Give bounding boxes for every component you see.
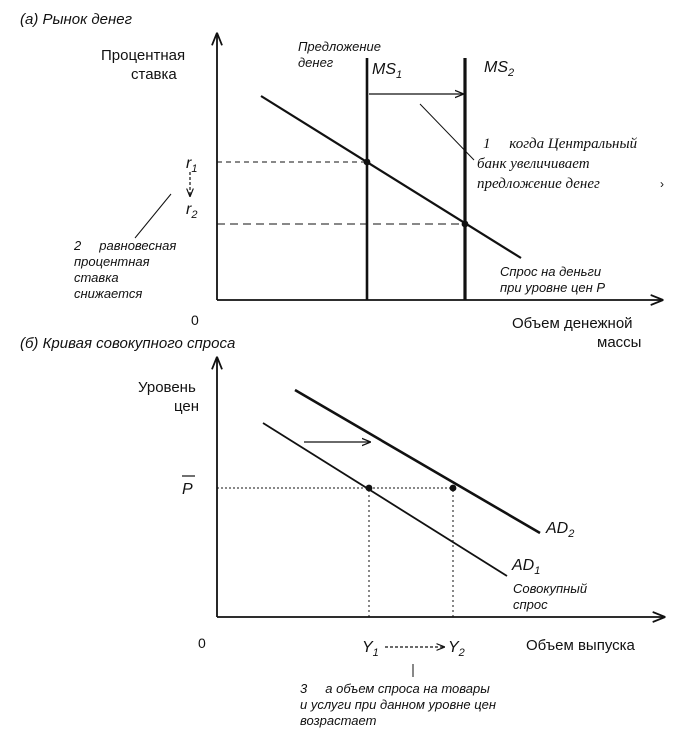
- panel-a-y-label-line1: Процентная: [101, 47, 186, 64]
- note2-line1: 2 равновесная: [74, 238, 177, 253]
- y2-label: $Y_2$: [448, 639, 465, 659]
- panel-a-x-label-line2: массы: [597, 334, 642, 351]
- panel-a-y-label-line2: ставка: [131, 66, 177, 83]
- ad1-label: $AD_1$: [512, 557, 541, 577]
- ad1-caption-line1: Совокупный: [513, 581, 588, 596]
- r2-label: $r_2$: [186, 201, 198, 221]
- panel-a-x-label-line1: Объем денежной: [512, 315, 633, 332]
- supply-caption-line2: денег: [298, 55, 334, 70]
- equilibrium-point-2: [462, 221, 469, 228]
- y1-label: $Y_1$: [362, 639, 379, 659]
- ms1-label: $MS_1$: [372, 61, 403, 81]
- note2-line4: снижается: [74, 286, 143, 301]
- note2-line2: процентная: [74, 254, 150, 269]
- note1-line2: банк увеличивает: [477, 156, 590, 172]
- ad2-curve: [295, 390, 540, 533]
- demand-label-line2: при уровне цен P: [500, 280, 606, 295]
- ad1-caption-line2: спрос: [513, 597, 548, 612]
- panel-b-title: (б) Кривая совокупного спроса: [20, 335, 236, 352]
- stray-mark: ›: [660, 177, 664, 191]
- note3-line1: 3 а объем спроса на товары: [300, 681, 490, 696]
- panel-b-x-label: Объем выпуска: [526, 637, 635, 654]
- note2-line3: ставка: [74, 270, 119, 285]
- demand-label-line1: Спрос на деньги: [500, 264, 602, 279]
- supply-caption-line1: Предложение: [298, 39, 381, 54]
- ad1-curve: [263, 423, 507, 576]
- ad2-label: $AD_2$: [546, 520, 575, 540]
- panel-a-title: (a) Рынок денег: [20, 11, 133, 28]
- note3-line3: возрастает: [300, 713, 377, 728]
- panel-b-y-label-line2: цен: [174, 398, 200, 415]
- panel-b-origin: 0: [198, 635, 206, 651]
- note1-line1: 1 когда Центральный: [483, 136, 638, 152]
- note2-leader: [135, 194, 171, 238]
- panel-a-origin: 0: [191, 312, 199, 328]
- note1-line3: предложение денег: [477, 176, 600, 192]
- p-bar-label: P: [182, 481, 193, 498]
- note3-line2: и услуги при данном уровне цен: [300, 697, 497, 712]
- panel-b-y-label-line1: Уровень: [138, 379, 196, 396]
- r1-label: $r_1$: [186, 155, 198, 175]
- ms2-label: $MS_2$: [484, 59, 515, 79]
